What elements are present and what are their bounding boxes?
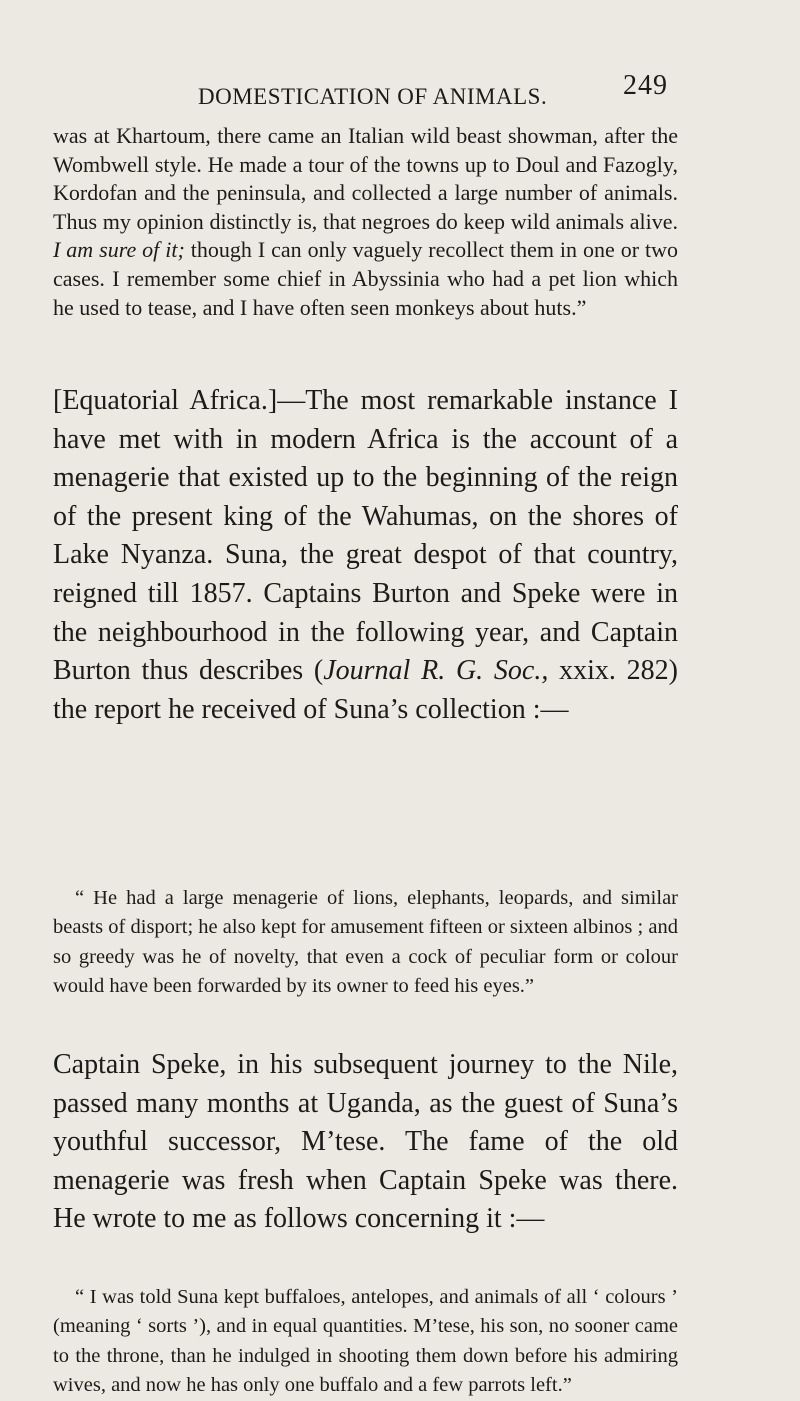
page-number: 249	[623, 70, 668, 101]
paragraph-speke: Captain Speke, in his subsequent journey to the Nile, passed many months at Uganda, as the guest of Suna’s youthful successor, M’tese. The fame of the old menagerie was fresh when Captain Speke was there. He wrote to me as follows concerning it :—	[53, 1049, 678, 1235]
quote-continuation-text-a: was at Khartoum, there came an Italian wild beast showman, after the Wombwell style. He made a tour of the towns up to Doul and Fazogly, Kordofan and the peninsula, and collected a large number of animals. Thus my opinion distinctly is, that negroes do keep wild animals alive.	[53, 123, 678, 234]
quote-continuation-italic: I am sure of it;	[53, 237, 185, 263]
quote-continuation	[53, 122, 678, 322]
quote-speke: “ I was told Suna kept buffaloes, antelopes, and animals of all ‘ colours ’ (meaning ‘ sorts ’), and in equal quantities. M’tese, his son, no sooner came to the throne, than he indulged in shooting them down before his admiring wives, and now he has only one buffalo and a few parrots left.”	[53, 1286, 678, 1397]
journal-citation: Journal R. G. Soc.,	[323, 655, 549, 687]
paragraph-equatorial-text-b: xxix. 282) the report he received of Suna’s collection :—	[53, 655, 678, 725]
page-header	[198, 70, 668, 110]
quote-burton: “ He had a large menagerie of lions, elephants, leopards, and similar beasts of disport; he also kept for amusement fifteen or sixteen albinos ; and so greedy was he of novelty, that even a cock of peculiar form or colour would have been forwarded by its owner to feed his eyes.”	[53, 887, 678, 998]
paragraph-equatorial-africa	[53, 382, 678, 729]
running-title: DOMESTICATION OF ANIMALS.	[198, 84, 548, 109]
quote-continuation-text-b: though I can only vaguely recollect them in one or two cases. I remember some chief in Abyssinia who had a pet lion which he used to tease, and I have often seen monkeys about huts.”	[53, 237, 678, 320]
paragraph-equatorial-text-a: [Equatorial Africa.]—The most remarkable instance I have met with in modern Africa is the account of a menagerie that existed up to the beginning of the reign of the present king of the Wahumas, on the shores of Lake Nyanza. Suna, the great despot of that country, reigned till 1857. Captains Burton and Speke were in the neighbourhood in the following year, and Captain Burton thus describes (	[53, 385, 678, 687]
